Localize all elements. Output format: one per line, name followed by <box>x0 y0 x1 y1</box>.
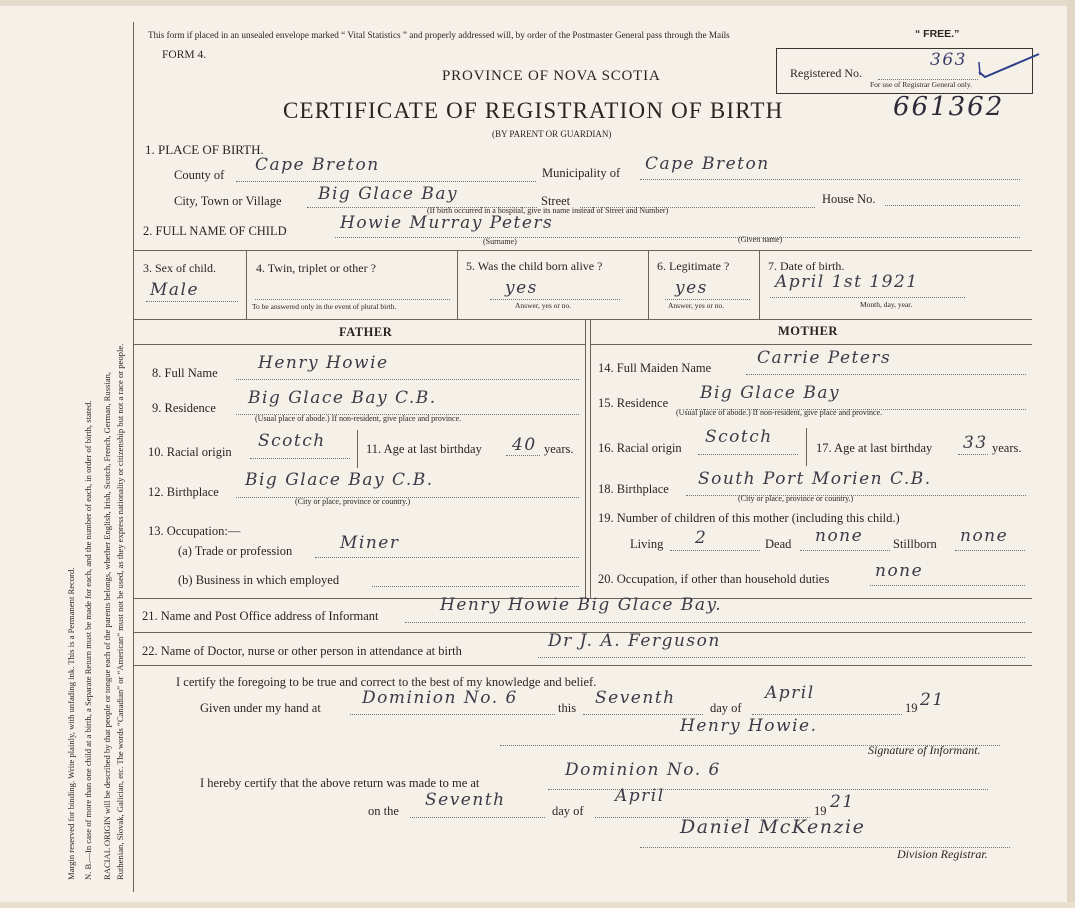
mother-residence-value: Big Glace Bay <box>700 383 841 403</box>
registrar-signature: Daniel McKenzie <box>680 816 866 838</box>
mother-birthplace-note: (City or place, province or country.) <box>738 494 854 503</box>
child-name-line <box>335 237 1020 238</box>
father-name-line <box>236 379 579 380</box>
father-business-label: (b) Business in which employed <box>178 573 340 587</box>
mother-age-value: 33 <box>963 433 988 453</box>
father-occupation-label: 13. Occupation:— <box>148 524 241 538</box>
registrar-statement: I hereby certify that the above return was made to me at <box>200 776 480 790</box>
given-day-value: Seventh <box>595 688 676 708</box>
given-month-value: April <box>765 683 815 703</box>
father-trade-value: Miner <box>340 533 400 553</box>
mother-children-label: 19. Number of children of this mother (including this child.) <box>598 511 900 525</box>
registrar-day-line <box>410 817 545 818</box>
certificate-number: 661362 <box>893 92 1005 122</box>
father-trade-line <box>315 557 579 558</box>
house-line <box>885 205 1020 206</box>
father-residence-value: Big Glace Bay C.B. <box>248 388 437 408</box>
father-years: years. <box>544 442 574 456</box>
paper-edge-bottom <box>0 902 1075 908</box>
father-age-value: 40 <box>512 435 537 455</box>
given-place-line <box>350 714 555 715</box>
certificate-title: CERTIFICATE OF REGISTRATION OF BIRTH <box>283 98 784 123</box>
municipality-line <box>640 179 1020 180</box>
paper-edge-right <box>1067 0 1075 908</box>
father-race-value: Scotch <box>258 431 326 451</box>
grid-divider-1 <box>246 250 247 319</box>
mother-residence-label: 15. Residence <box>598 396 669 410</box>
mother-residence-note: (Usual place of abode.) If non-resident, give place and province. <box>676 408 883 417</box>
doctor-value: Dr J. A. Ferguson <box>548 631 721 651</box>
father-birthplace-value: Big Glace Bay C.B. <box>245 470 434 490</box>
doctor-rule <box>134 665 1032 666</box>
given-this: this <box>558 701 577 715</box>
mother-years: years. <box>992 441 1022 455</box>
checkmark-icon <box>975 50 1045 80</box>
twin-note: To be answered only in the event of plural birth. <box>252 302 397 311</box>
sex-value: Male <box>150 280 200 300</box>
county-label: County of <box>174 168 225 182</box>
living-label: Living <box>630 537 664 551</box>
mother-race-line <box>698 454 798 455</box>
free-notice: “ FREE.” <box>915 28 960 40</box>
legitimate-line <box>665 299 750 300</box>
informant-line <box>405 622 1025 623</box>
mother-race-label: 16. Racial origin <box>598 441 682 455</box>
grid-divider-4 <box>759 250 760 319</box>
twin-label: 4. Twin, triplet or other ? <box>256 261 376 275</box>
mother-name-label: 14. Full Maiden Name <box>598 361 712 375</box>
margin-note-3: RACIAL ORIGIN will be described by that people or tongue each of the parents belongs, whether English, Irish, Scotch, French, German, Russian, <box>102 371 112 880</box>
paper-edge-top <box>0 0 1075 6</box>
county-line <box>236 181 536 182</box>
registrar-on-the: on the <box>368 804 399 818</box>
mother-race-value: Scotch <box>705 427 773 447</box>
father-trade-label: (a) Trade or profession <box>178 544 293 558</box>
certify-statement: I certify the foregoing to be true and correct to the best of my knowledge and belief. <box>176 675 597 689</box>
father-residence-label: 9. Residence <box>152 401 216 415</box>
living-line <box>670 550 760 551</box>
surname-note: (Surname) <box>483 237 517 246</box>
alive-line <box>490 299 620 300</box>
postal-notice: This form if placed in an unsealed envelope marked “ Vital Statistics ” and properly addressed will, by order of the Postmaster General pass through the Mails <box>148 30 730 40</box>
house-label: House No. <box>822 192 876 206</box>
given-label: Given under my hand at <box>200 701 321 715</box>
alive-note: Answer, yes or no. <box>515 301 572 310</box>
mother-occupation-value: none <box>875 561 924 581</box>
child-name-label: 2. FULL NAME OF CHILD <box>143 224 287 238</box>
legitimate-value: yes <box>675 278 708 298</box>
mother-head-rule <box>590 344 1032 345</box>
mother-birthplace-line <box>686 495 1026 496</box>
mother-heading: MOTHER <box>778 324 838 338</box>
mother-age-line <box>958 454 988 455</box>
dead-line <box>800 550 890 551</box>
given-year-prefix: 19 <box>905 701 918 715</box>
given-day-line <box>583 714 703 715</box>
margin-note-2: N. B.—In case of more than one child at a birth, a Separate Return must be made for each, and the number of each, in order of birth, stated. <box>83 400 93 880</box>
given-name-note: (Given name) <box>738 235 783 244</box>
registrar-place-line <box>548 789 988 790</box>
street-label: Street <box>541 194 571 208</box>
mother-birthplace-label: 18. Birthplace <box>598 482 669 496</box>
sex-label: 3. Sex of child. <box>143 261 216 275</box>
father-birthplace-note: (City or place, province or country.) <box>295 497 411 506</box>
county-value: Cape Breton <box>255 155 380 175</box>
municipality-label: Municipality of <box>542 166 621 180</box>
informant-signature: Henry Howie. <box>680 716 818 736</box>
registered-label: Registered No. <box>790 66 862 80</box>
stillborn-label: Stillborn <box>893 537 937 551</box>
informant-signature-label: Signature of Informant. <box>868 743 981 757</box>
place-of-birth-heading: 1. PLACE OF BIRTH. <box>145 142 264 157</box>
registrar-year-value: 21 <box>830 792 855 812</box>
given-day-of: day of <box>710 701 742 715</box>
dead-label: Dead <box>765 537 792 551</box>
grid-divider-3 <box>648 250 649 319</box>
registrar-day-of: day of <box>552 804 584 818</box>
father-age-label: 11. Age at last birthday <box>366 442 482 456</box>
informant-value: Henry Howie Big Glace Bay. <box>440 595 723 615</box>
mother-name-value: Carrie Peters <box>757 348 892 368</box>
registrar-month-value: April <box>615 786 665 806</box>
doctor-label: 22. Name of Doctor, nurse or other person in attendance at birth <box>142 644 462 658</box>
hospital-note: (If birth occurred in a hospital, give its name instead of Street and Number) <box>427 206 669 215</box>
father-race-line <box>250 458 350 459</box>
twin-line <box>255 299 450 300</box>
form-number: FORM 4. <box>162 49 207 61</box>
child-name-value: Howie Murray Peters <box>340 213 554 233</box>
registrar-label: Division Registrar. <box>897 847 988 861</box>
birth-date-value: April 1st 1921 <box>775 272 919 292</box>
birth-date-note: Month, day, year. <box>860 300 913 309</box>
father-age-line <box>506 455 540 456</box>
given-month-line <box>752 714 902 715</box>
father-residence-note: (Usual place of abode.) If non-resident, give place and province. <box>255 414 462 423</box>
city-label: City, Town or Village <box>174 194 282 208</box>
mother-occupation-line <box>870 585 1025 586</box>
registrar-day-value: Seventh <box>425 790 506 810</box>
parents-divider-b <box>590 319 591 598</box>
municipality-value: Cape Breton <box>645 154 770 174</box>
sex-line <box>146 301 238 302</box>
registered-note: For use of Registrar General only. <box>870 80 972 89</box>
province-heading: PROVINCE OF NOVA SCOTIA <box>442 68 661 84</box>
informant-label: 21. Name and Post Office address of Informant <box>142 609 379 623</box>
birth-date-line <box>770 297 965 298</box>
given-place-value: Dominion No. 6 <box>362 688 518 708</box>
father-race-divider <box>357 430 358 468</box>
parents-divider-a <box>585 319 586 598</box>
alive-label: 5. Was the child born alive ? <box>466 259 603 273</box>
alive-value: yes <box>505 278 538 298</box>
registrar-year-prefix: 19 <box>814 804 827 818</box>
certificate-subtitle: (BY PARENT OR GUARDIAN) <box>492 129 612 139</box>
mother-occupation-label: 20. Occupation, if other than household duties <box>598 572 830 586</box>
father-name-value: Henry Howie <box>258 353 389 373</box>
dead-value: none <box>815 526 864 546</box>
binding-rule <box>133 22 134 892</box>
stillborn-line <box>955 550 1025 551</box>
legitimate-label: 6. Legitimate ? <box>657 259 730 273</box>
father-business-line <box>372 586 579 587</box>
legitimate-note: Answer, yes or no. <box>668 301 725 310</box>
mother-name-line <box>746 374 1026 375</box>
birth-date-label: 7. Date of birth. <box>768 259 845 273</box>
father-heading: FATHER <box>339 325 393 339</box>
stillborn-value: none <box>960 526 1009 546</box>
registrar-place-value: Dominion No. 6 <box>565 760 721 780</box>
registered-number: 363 <box>930 50 967 70</box>
father-head-rule <box>134 344 585 345</box>
row-rule-top <box>134 250 1032 251</box>
grid-divider-2 <box>457 250 458 319</box>
father-birthplace-label: 12. Birthplace <box>148 485 219 499</box>
mother-age-label: 17. Age at last birthday <box>816 441 933 455</box>
doctor-line <box>538 657 1025 658</box>
living-value: 2 <box>695 528 708 548</box>
mother-race-divider <box>806 428 807 466</box>
father-race-label: 10. Racial origin <box>148 445 232 459</box>
margin-note-4: Ruthenian, Slovak, Galician, etc. The words “Canadian” or “American” must not be used, as they express nationality or citizenship but not a race or people. <box>115 343 125 880</box>
margin-note-1: Margin reserved for binding. Write plainly, with unfading ink. This is a Permanent Record. <box>66 567 76 880</box>
city-value: Big Glace Bay <box>318 184 459 204</box>
given-year-value: 21 <box>920 690 945 710</box>
father-name-label: 8. Full Name <box>152 366 218 380</box>
mother-birthplace-value: South Port Morien C.B. <box>698 469 932 489</box>
row-rule-bottom <box>134 319 1032 320</box>
